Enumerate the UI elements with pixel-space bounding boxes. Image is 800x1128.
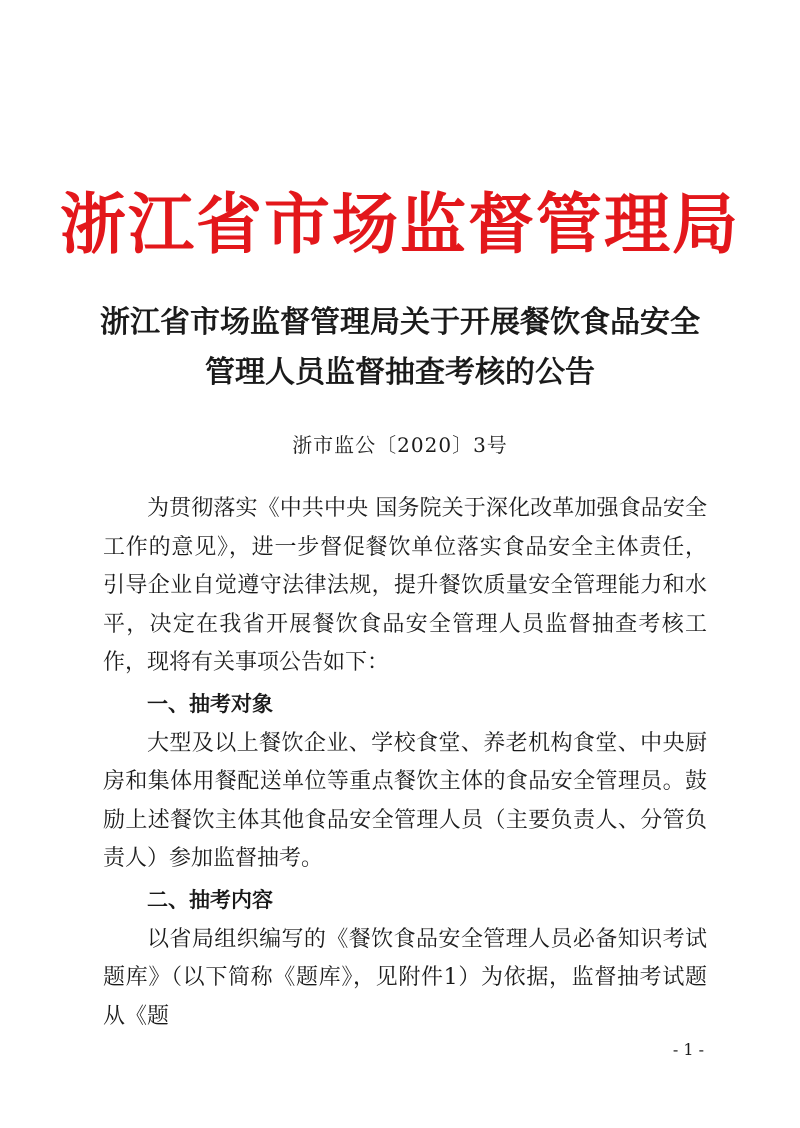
intro-paragraph: 为贯彻落实《中共中央 国务院关于深化改革加强食品安全工作的意见》，进一步督促餐饮单位落实食品安全主体责任，引导企业自觉遵守法律法规，提升餐饮质量安全管理能力和水平，决定在我省开展餐饮食品安全管理人员监督抽查考核工作，现将有关事项公告如下： bbox=[103, 496, 707, 675]
section-1-heading: 一、抽考对象 bbox=[147, 691, 273, 716]
document-title-line-1: 浙江省市场监督管理局关于开展餐饮食品安全 bbox=[100, 305, 700, 340]
document-body bbox=[103, 490, 707, 1036]
agency-header: 浙江省市场监督管理局 bbox=[60, 186, 740, 263]
page-number: - 1 - bbox=[672, 1040, 704, 1059]
document-title bbox=[0, 298, 800, 398]
section-2-heading: 二、抽考内容 bbox=[147, 887, 273, 912]
document-title-line-2: 管理人员监督抽查考核的公告 bbox=[205, 355, 595, 390]
section-1-paragraph: 大型及以上餐饮企业、学校食堂、养老机构食堂、中央厨房和集体用餐配送单位等重点餐饮主体的食品安全管理员。鼓励上述餐饮主体其他食品安全管理人员（主要负责人、分管负责人）参加监督抽考。 bbox=[103, 730, 707, 871]
document-number: 浙市监公〔2020〕3号 bbox=[292, 433, 508, 457]
section-2-paragraph: 以省局组织编写的《餐饮食品安全管理人员必备知识考试题库》（以下简称《题库》，见附件1）为依据，监督抽考试题从《题 bbox=[103, 926, 707, 1029]
